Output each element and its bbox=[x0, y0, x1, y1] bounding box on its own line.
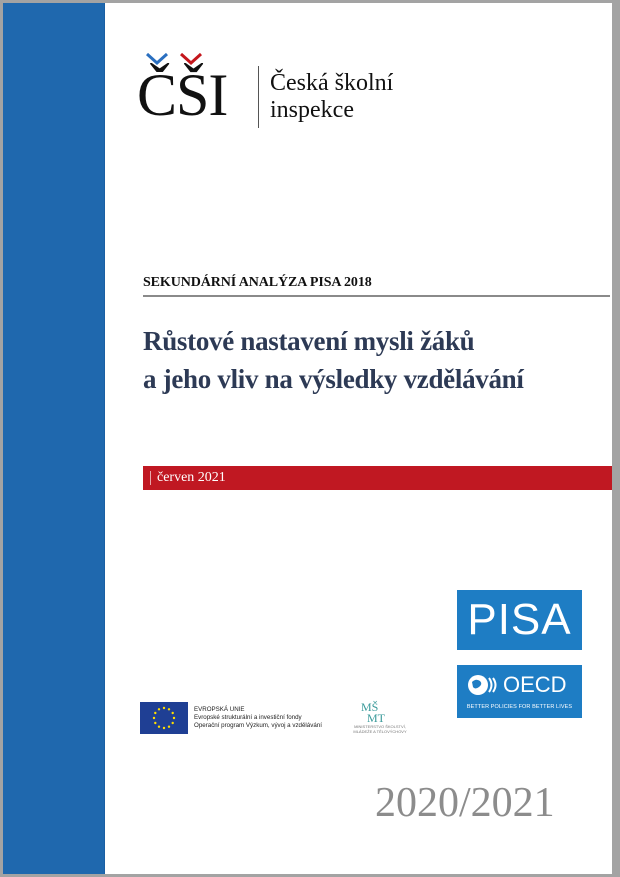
side-color-bar bbox=[3, 3, 105, 874]
school-year: 2020/2021 bbox=[375, 780, 555, 826]
eu-line1: EVROPSKÁ UNIE bbox=[194, 706, 245, 713]
page-shadow bbox=[612, 3, 620, 877]
series-label: SEKUNDÁRNÍ ANALÝZA PISA 2018 bbox=[143, 275, 372, 290]
logo-name-line1: Česká školní bbox=[270, 70, 394, 96]
series-divider bbox=[143, 295, 610, 297]
oecd-logo-text: OECD bbox=[503, 672, 567, 697]
msmt-line2: MLÁDEŽE A TĚLOVÝCHOVY bbox=[353, 729, 407, 734]
msmt-mark-icon bbox=[357, 700, 397, 724]
globe-icon bbox=[467, 673, 501, 697]
eu-line2: Evropské strukturální a investiční fondy bbox=[194, 714, 302, 721]
svg-text:MT: MT bbox=[367, 711, 385, 724]
publication-date: červen 2021 bbox=[157, 470, 226, 485]
eu-funding-text bbox=[194, 706, 322, 730]
eu-flag-icon bbox=[140, 702, 188, 734]
document-title bbox=[143, 322, 524, 398]
logo-separator bbox=[258, 66, 259, 128]
pisa-logo-text: PISA bbox=[467, 595, 572, 644]
msmt-text bbox=[345, 724, 415, 734]
logo-name bbox=[270, 70, 393, 124]
svg-text:MŠ: MŠ bbox=[361, 700, 379, 714]
logo-mark: ČŠI bbox=[137, 62, 228, 128]
msmt-line1: MINISTERSTVO ŠKOLSTVÍ, bbox=[354, 724, 406, 729]
oecd-logo bbox=[457, 665, 582, 718]
oecd-tagline: BETTER POLICIES FOR BETTER LIVES bbox=[466, 704, 573, 710]
pisa-logo bbox=[457, 590, 582, 650]
date-pipe bbox=[150, 471, 151, 485]
date-band bbox=[143, 466, 612, 490]
title-line2: a jeho vliv na výsledky vzdělávání bbox=[143, 364, 524, 394]
logo-name-line2: inspekce bbox=[270, 97, 354, 123]
title-line1: Růstové nastavení mysli žáků bbox=[143, 326, 475, 356]
msmt-logo bbox=[345, 700, 415, 740]
eu-line3: Operační program Výzkum, vývoj a vzdělávání bbox=[194, 722, 322, 729]
